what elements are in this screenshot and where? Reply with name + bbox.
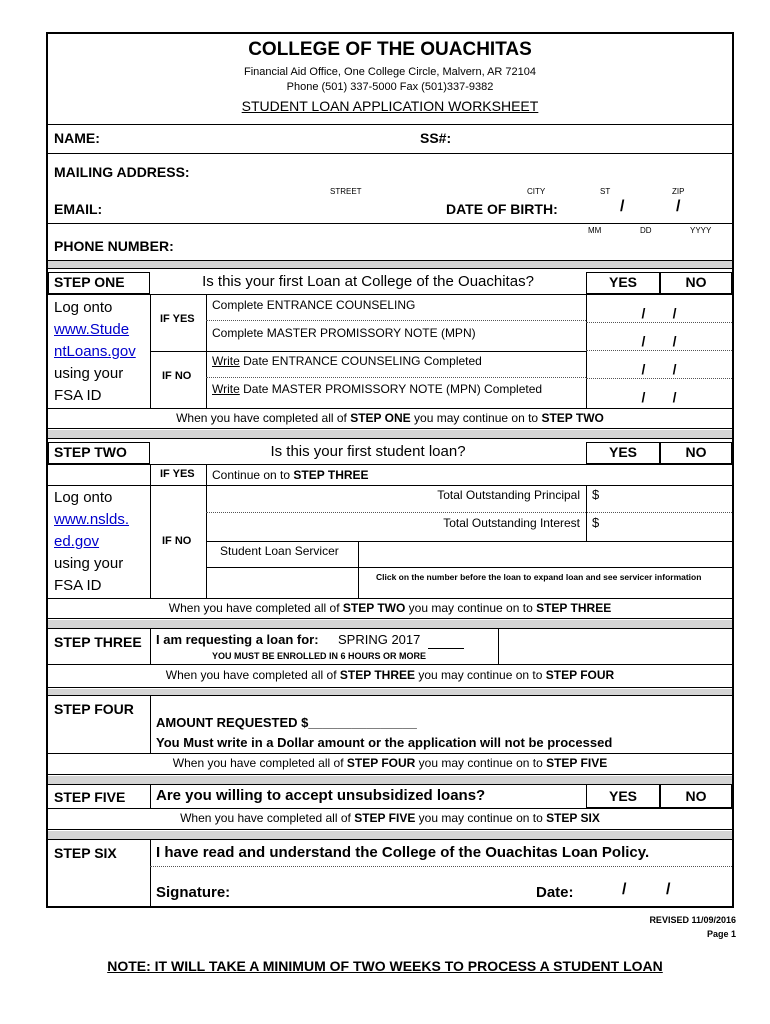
cont-step: STEP FIVE — [354, 811, 416, 825]
interest-dollar[interactable]: $ — [592, 515, 600, 530]
dd-caption: DD — [640, 226, 652, 235]
loan-term[interactable]: SPRING 2017 — [338, 632, 421, 647]
dob-slash-1: / — [620, 198, 625, 215]
cont-three-pre: Continue on to — [212, 468, 294, 482]
servicer-label: Student Loan Servicer — [220, 544, 339, 558]
dob-label: DATE OF BIRTH: — [446, 201, 558, 217]
write-date-entrance-text: Date ENTRANCE COUNSELING Completed — [239, 354, 482, 368]
step-three-continue — [48, 668, 732, 682]
write-date-entrance-item — [212, 354, 482, 368]
yyyy-caption: YYYY — [690, 226, 712, 235]
mpn-date-slashes[interactable]: / / — [641, 333, 677, 349]
nslds-link-part1[interactable]: www.nslds. — [54, 511, 130, 528]
write-date-mpn-text: Date MASTER PROMISSORY NOTE (MPN) Completed — [239, 382, 543, 396]
ss-label: SS#: — [420, 130, 452, 146]
date-label[interactable]: Date: — [536, 884, 574, 901]
unsubsidized-question: Are you willing to accept unsubsidized loans? — [156, 787, 486, 804]
cont-step: STEP THREE — [339, 668, 416, 682]
name-label: NAME: — [54, 130, 100, 146]
step-five-no[interactable]: NO — [685, 788, 707, 804]
step-one-using: using your — [54, 365, 124, 382]
step-one-fsa: FSA ID — [54, 387, 102, 404]
page-number: Page 1 — [706, 929, 736, 939]
step-five-continue — [48, 811, 732, 825]
cont-pre: When you have completed all of — [176, 411, 351, 425]
step-one-question: Is this your first Loan at College of the Ouachitas? — [202, 273, 534, 290]
interest-label: Total Outstanding Interest — [443, 516, 580, 530]
phone-label: PHONE NUMBER: — [54, 238, 174, 254]
cont-next: STEP TWO — [541, 411, 604, 425]
continue-step-three — [212, 468, 369, 482]
entrance-completed-slashes[interactable]: / / — [641, 361, 677, 377]
cont-mid: you may continue on to — [415, 811, 547, 825]
nslds-link-part2[interactable]: ed.gov — [54, 533, 100, 550]
amount-requested[interactable]: AMOUNT REQUESTED $_______________ — [156, 715, 417, 730]
write-date-mpn-item — [212, 382, 542, 396]
step-two-log-onto: Log onto — [54, 489, 113, 506]
step-one-continue — [48, 411, 732, 425]
cont-next: STEP FIVE — [546, 756, 608, 770]
step-two-label: STEP TWO — [54, 444, 127, 460]
street-caption: STREET — [330, 187, 362, 196]
step-two-if-yes: IF YES — [160, 468, 195, 480]
cont-step: STEP TWO — [342, 601, 406, 615]
step-five-label: STEP FIVE — [54, 789, 126, 805]
cont-mid: you may continue on to — [405, 601, 537, 615]
step-one-if-yes: IF YES — [160, 313, 195, 325]
zip-caption: ZIP — [672, 187, 685, 196]
cont-mid: you may continue on to — [415, 756, 547, 770]
studentloans-link-part2[interactable]: ntLoans.gov — [54, 343, 136, 360]
cont-next: STEP FOUR — [545, 668, 615, 682]
cont-pre: When you have completed all of — [165, 668, 340, 682]
step-two-using: using your — [54, 555, 124, 572]
step-six-label: STEP SIX — [54, 845, 117, 861]
step-two-fsa: FSA ID — [54, 577, 102, 594]
write-underlined: Write — [212, 382, 240, 396]
step-one-no[interactable]: NO — [685, 274, 707, 290]
step-two-if-no: IF NO — [162, 535, 192, 547]
cont-next: STEP SIX — [546, 811, 600, 825]
mailing-address-label: MAILING ADDRESS: — [54, 164, 190, 180]
entrance-counseling-item: Complete ENTRANCE COUNSELING — [212, 298, 416, 312]
form-title: STUDENT LOAN APPLICATION WORKSHEET — [241, 98, 539, 114]
step-two-no[interactable]: NO — [685, 444, 707, 460]
state-caption: ST — [600, 187, 611, 196]
loan-request-label: I am requesting a loan for: — [156, 632, 319, 647]
cont-pre: When you have completed all of — [172, 756, 347, 770]
entrance-date-slashes[interactable]: / / — [641, 305, 677, 321]
step-two-question: Is this your first student loan? — [270, 443, 466, 460]
processing-note: NOTE: IT WILL TAKE A MINIMUM OF TWO WEEKS TO PROCESS A STUDENT LOAN — [107, 958, 663, 974]
dollar-amount-warning: You Must write in a Dollar amount or the application will not be processed — [156, 735, 613, 750]
step-two-yes[interactable]: YES — [608, 444, 637, 460]
office-phone: Phone (501) 337-5000 Fax (501)337-9382 — [286, 81, 494, 93]
step-four-label: STEP FOUR — [54, 701, 134, 717]
dob-slash-2: / — [676, 198, 681, 215]
college-title: COLLEGE OF THE OUACHITAS — [248, 39, 532, 60]
mpn-completed-slashes[interactable]: / / — [641, 389, 677, 405]
write-underlined: Write — [212, 354, 240, 368]
cont-pre: When you have completed all of — [168, 601, 343, 615]
studentloans-link-part1[interactable]: www.Stude — [54, 321, 130, 338]
cont-mid: you may continue on to — [415, 668, 546, 682]
mpn-item: Complete MASTER PROMISSORY NOTE (MPN) — [212, 326, 476, 340]
step-two-continue — [48, 601, 732, 615]
date-slash-2: / — [666, 881, 671, 898]
step-one-if-no: IF NO — [162, 370, 192, 382]
step-one-yes[interactable]: YES — [608, 274, 637, 290]
step-five-yes[interactable]: YES — [608, 788, 637, 804]
servicer-click-note: Click on the number before the loan to expand loan and see servicer information — [376, 572, 702, 582]
cont-pre: When you have completed all of — [180, 811, 355, 825]
city-caption: CITY — [527, 187, 546, 196]
step-one-label: STEP ONE — [54, 274, 125, 290]
cont-three-step: STEP THREE — [293, 468, 369, 482]
principal-dollar[interactable]: $ — [592, 487, 600, 502]
date-slash-1: / — [622, 881, 627, 898]
principal-label: Total Outstanding Principal — [437, 488, 580, 502]
mm-caption: MM — [588, 226, 602, 235]
step-one-log-onto: Log onto — [54, 299, 113, 316]
loan-policy-statement: I have read and understand the College of the Ouachitas Loan Policy. — [156, 844, 650, 861]
cont-next: STEP THREE — [536, 601, 612, 615]
enrollment-requirement: YOU MUST BE ENROLLED IN 6 HOURS OR MORE — [212, 651, 427, 661]
office-address: Financial Aid Office, One College Circle, Malvern, AR 72104 — [243, 66, 537, 78]
cont-mid: you may continue on to — [410, 411, 542, 425]
email-label: EMAIL: — [54, 201, 103, 217]
cont-step: STEP ONE — [350, 411, 411, 425]
cont-step: STEP FOUR — [346, 756, 416, 770]
step-three-label: STEP THREE — [54, 634, 142, 650]
signature-label[interactable]: Signature: — [156, 884, 231, 901]
step-four-continue — [48, 756, 732, 770]
revised-date: REVISED 11/09/2016 — [649, 915, 736, 925]
